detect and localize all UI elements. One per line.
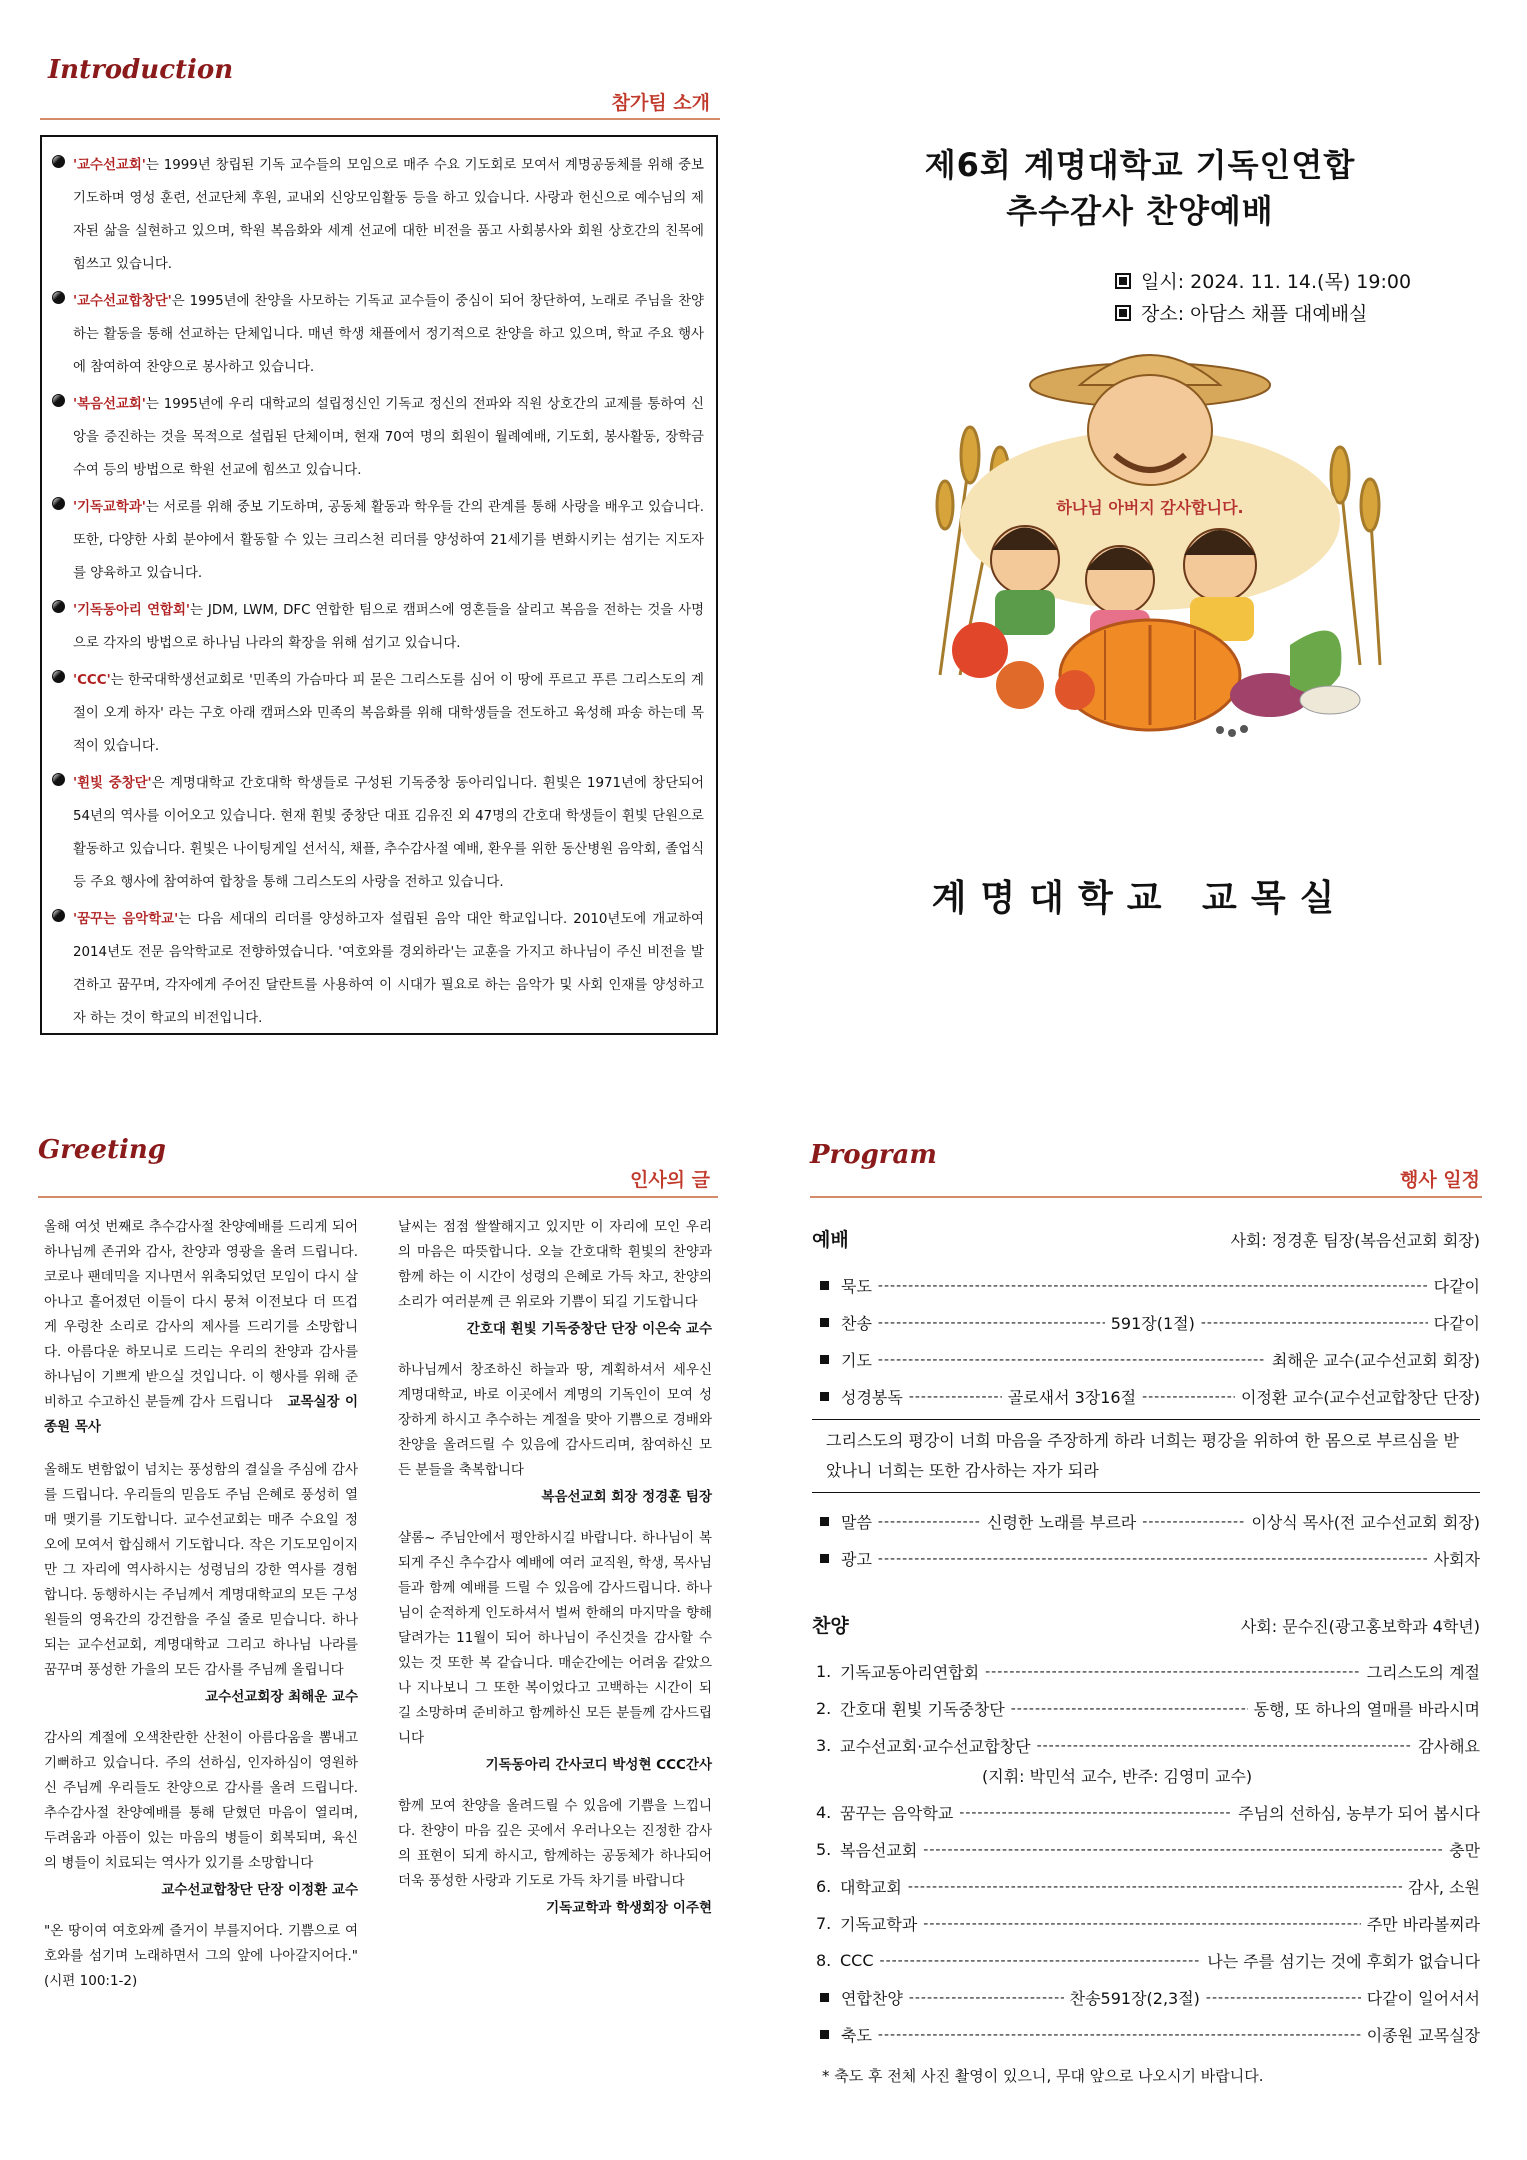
item-number: 7.	[816, 1914, 832, 1933]
greeting-text: "온 땅이여 여호와께 즐거이 부를지어다. 기쁨으로 여호와를 섬기며 노래하면서 그의 앞에 나아갈지어다."(시편 100:1-2)	[44, 1923, 358, 1989]
greeting-signature: 교수선교합창단 단장 이정환 교수	[161, 1882, 358, 1898]
item-label: 대학교회	[840, 1878, 902, 1897]
item-label: 복음선교회	[840, 1841, 918, 1860]
banner-text: 하나님 아버지 감사합니다.	[1056, 498, 1244, 517]
dash-leader	[959, 1805, 1232, 1821]
item-detail: 591장(1절)	[1110, 1314, 1195, 1333]
dash-leader	[985, 1664, 1361, 1680]
program-rule	[810, 1196, 1482, 1198]
greeting-paragraph	[398, 1794, 712, 1894]
intro-item	[52, 767, 704, 899]
intro-team-description: 은 계명대학교 간호대학 학생들로 구성된 기독중창 동아리입니다. 휜빛은 1971년에 창단되어 54년의 역사를 이어오고 있습니다. 현재 휜빛 중창단 대표 김유진 외 47명의 간호대 학생들이 휜빛 단원으로 활동하고 있습니다. 휜빛은 나이팅게일 선서식, 채플, 추수감사절 예배, 환우를 위한 동산병원 음악회, 졸업식 등 주요 행사에 참여하여 합창을 통해 그리스도의 사랑을 전하고 있습니다.	[73, 776, 704, 890]
intro-team-name: '복음선교회'	[73, 397, 146, 412]
item-label: 기독교동아리연합회	[840, 1663, 980, 1682]
dash-leader	[908, 1879, 1402, 1895]
persimmon-icon-2	[1055, 670, 1095, 710]
greeting-paragraph	[44, 1919, 358, 1994]
program-row	[812, 1378, 1480, 1415]
program-row	[812, 1653, 1480, 1690]
item-number: 8.	[816, 1951, 832, 1970]
wheat-right-icon	[1331, 447, 1380, 665]
intro-item	[52, 388, 704, 487]
persimmon-icon	[996, 661, 1044, 709]
intro-team-description: 는 다음 세대의 리더를 양성하고자 설립된 음악 대안 학교입니다. 2010년도에 개교하여 2014년도 전문 음악학교로 전향하였습니다. '여호와를 경외하라'는 교훈을 가지고 하나님이 주신 비전을 발견하고 꿈꾸며, 각자에게 주어진 달란트를 사용하여 이 시대가 필요로 하는 음악가 및 사회 인재를 양성하고자 하는 것이 학교의 비전입니다.	[73, 912, 704, 1026]
item-label: 말씀	[841, 1513, 872, 1532]
cover-title-line1: 제6회 계명대학교 기독인연합	[924, 146, 1356, 184]
square-bullet-icon	[1115, 273, 1131, 289]
item-detail: 찬송591장(2,3절)	[1069, 1989, 1200, 2008]
square-bullet-icon	[820, 2030, 829, 2039]
program-row	[812, 1905, 1480, 1942]
program-row	[812, 1341, 1480, 1378]
item-number: 3.	[816, 1736, 832, 1755]
intro-item-text	[73, 388, 704, 487]
intro-item	[52, 594, 704, 660]
greeting-paragraph	[398, 1215, 712, 1315]
square-bullet-icon	[820, 1993, 829, 2002]
praise-title: 찬양	[812, 1615, 849, 1637]
item-performer: 나는 주를 섬기는 것에 후회가 없습니다	[1207, 1952, 1480, 1971]
intro-team-description: 은 1995년에 찬양을 사모하는 기독교 교수들이 중심이 되어 창단하여, 노래로 주님을 찬양하는 활동을 통해 선교하는 단체입니다. 매년 학생 채플에서 정기적으로 찬양을 하고 있으며, 학교 주요 행사에 참여하여 찬양으로 봉사하고 있습니다.	[73, 294, 704, 375]
greeting-signature: 간호대 휜빛 기독중창단 단장 이은숙 교수	[466, 1321, 712, 1337]
dash-leader	[1201, 1315, 1428, 1331]
circle-bullet-icon	[52, 600, 65, 613]
intro-item-text	[73, 285, 704, 384]
intro-team-name: '교수선교회'	[73, 158, 146, 173]
dash-leader	[1206, 1990, 1361, 2006]
intro-item-text	[73, 903, 704, 1035]
item-detail: 골로새서 3장16절	[1007, 1388, 1137, 1407]
program-schedule	[812, 1225, 1480, 2086]
item-performer: 주만 바라볼찌라	[1366, 1915, 1480, 1934]
greeting-text: 함께 모여 찬양을 올려드릴 수 있음에 기쁨을 느낍니다. 찬양이 마음 깊은 곳에서 우러나오는 진정한 감사의 표현이 되게 하시고, 함께하는 공동체가 하나되어 더욱 풍성한 사랑과 기도로 가득 차기를 바랍니다	[398, 1798, 712, 1889]
praise-header	[812, 1611, 1480, 1653]
worship-header	[812, 1225, 1480, 1267]
cabbage-icon	[1290, 630, 1341, 693]
item-label: CCC	[840, 1951, 874, 1970]
greeting-paragraph	[398, 1526, 712, 1751]
item-label: 꿈꾸는 음악학교	[840, 1804, 954, 1823]
intro-item	[52, 903, 704, 1035]
circle-bullet-icon	[52, 909, 65, 922]
greeting-paragraph	[44, 1215, 358, 1440]
item-performer: 감사해요	[1418, 1737, 1480, 1756]
greeting-right-column	[398, 1215, 712, 1937]
item-label: 기독교학과	[840, 1915, 918, 1934]
program-row	[812, 1503, 1480, 1540]
item-performer: 다같이	[1433, 1314, 1481, 1333]
greeting-text: 하나님께서 창조하신 하늘과 땅, 계획하셔서 세우신 계명대학교, 바로 이곳에서 계명의 기독인이 모여 성장하게 하시고 추수하는 계절을 맞아 기쁨으로 경배와 찬양을 올려드릴 수 있음에 감사드리며, 참여하신 모든 분들을 축복합니다	[398, 1362, 712, 1478]
dash-leader	[923, 1916, 1360, 1932]
introduction-box	[40, 135, 718, 1035]
circle-bullet-icon	[52, 497, 65, 510]
program-row	[812, 1267, 1480, 1304]
intro-team-name: 'CCC'	[73, 673, 111, 688]
item-detail: 신령한 노래를 부르라	[986, 1513, 1137, 1532]
dash-leader	[880, 1953, 1202, 1969]
square-bullet-icon	[820, 1392, 829, 1401]
item-performer: 이종원 교목실장	[1366, 2026, 1480, 2045]
cover-meta	[1115, 266, 1411, 330]
program-footnote: * 축도 후 전체 사진 촬영이 있으니, 무대 앞으로 나오시기 바랍니다.	[822, 2067, 1264, 2085]
greeting-text: 올해 여섯 번째로 추수감사절 찬양예배를 드리게 되어 하나님께 존귀와 감사, 찬양과 영광을 올려 드립니다. 코로나 팬데믹을 지나면서 위축되었던 모임이 다시 살아나고 흩어졌던 이들이 다시 뭉쳐 이전보다 더 뜨겁게 우렁찬 소리로 감사의 제사를 드리기를 소망합니다. 아름다운 하모니로 드리는 우리의 찬양과 감사를 하나님이 기쁘게 받으실 것입니다. 이 행사를 위해 준비하고 수고하신 분들께 감사 드립니다	[44, 1219, 358, 1410]
intro-item	[52, 664, 704, 763]
conductor-note: (지휘: 박민석 교수, 반주: 김영미 교수)	[982, 1767, 1253, 1786]
item-label: 묵도	[841, 1277, 872, 1296]
greeting-text: 샬롬~ 주님안에서 평안하시길 바랍니다. 하나님이 복되게 주신 추수감사 예배에 여러 교직원, 학생, 목사님들과 함께 예배를 드릴 수 있음에 감사드립니다. 하나님이 순적하게 인도하셔서 벌써 한해의 마지막을 향해 달려가는 11월이 되어 하나님이 주신것을 감사할 수 있는 것 또한 복 같습니다. 매순간에는 어려움 같았으나 지나보니 그 또한 복이었다고 고백하는 시간이 되길 소망하며 준비하고 함께하신 모든 분들께 감사드립니다	[398, 1530, 712, 1746]
square-bullet-icon	[820, 1281, 829, 1290]
program-script-title: Program	[810, 1140, 937, 1170]
item-label: 연합찬양	[841, 1989, 903, 2008]
child-right-icon	[1184, 529, 1256, 641]
section-spacer	[812, 1577, 1480, 1611]
greeting-signature: 교수선교회장 최해운 교수	[205, 1689, 358, 1705]
item-number: 2.	[816, 1699, 832, 1718]
item-performer: 이정환 교수(교수선교합창단 단장)	[1240, 1388, 1480, 1407]
circle-bullet-icon	[52, 773, 65, 786]
dash-leader	[1142, 1389, 1235, 1405]
worship-host: 사회: 정경훈 팀장(복음선교회 회장)	[1230, 1231, 1480, 1250]
intro-team-name: '휜빛 중창단'	[73, 776, 152, 791]
greeting-signature: 기독교학과 학생회장 이주현	[546, 1900, 712, 1916]
program-row	[812, 2016, 1480, 2053]
intro-item	[52, 149, 704, 281]
greeting-signature: 복음선교회 회장 정경훈 팀장	[541, 1489, 712, 1505]
program-row	[812, 1540, 1480, 1577]
event-place: 장소: 아담스 채플 대예배실	[1115, 298, 1411, 330]
greeting-paragraph	[44, 1726, 358, 1876]
dash-leader	[923, 1842, 1443, 1858]
program-section-title: 행사 일정	[1399, 1169, 1480, 1191]
program-row	[812, 1831, 1480, 1868]
intro-team-description: 는 한국대학생선교회로 '민족의 가슴마다 피 묻은 그리스도를 심어 이 땅에 푸르고 푸른 그리스도의 계절이 오게 하자' 라는 구호 아래 캠퍼스와 민족의 복음화를 위해 대학생들을 전도하고 육성해 파송 하는데 목적이 있습니다.	[73, 673, 704, 754]
square-bullet-icon	[820, 1517, 829, 1526]
item-label: 교수선교회·교수선교합창단	[840, 1737, 1031, 1756]
event-date: 일시: 2024. 11. 14.(목) 19:00	[1115, 266, 1411, 298]
intro-team-name: '꿈꾸는 음악학교'	[73, 912, 179, 927]
intro-team-description: 는 1999년 창립된 기독 교수들의 모임으로 매주 수요 기도회로 모여서 계명공동체를 위해 중보 기도하며 영성 훈련, 선교단체 후원, 교내외 신앙모임활동 등을 하고 있습니다. 사랑과 헌신으로 예수님의 제자된 삶을 실현하고 있으며, 학원 복음화와 세계 선교에 대한 비전을 품고 사회봉사와 회원 상호간의 친목에 힘쓰고 있습니다.	[73, 158, 704, 272]
item-performer: 사회자	[1433, 1550, 1480, 1569]
intro-item-text	[73, 767, 704, 899]
intro-team-name: '기독교학과'	[73, 500, 146, 515]
item-performer: 동행, 또 하나의 열매를 바라시며	[1253, 1700, 1480, 1719]
greeting-text: 올해도 변함없이 넘치는 풍성함의 결실을 주심에 감사를 드립니다. 우리들의 믿음도 주님 은혜로 풍성히 열매 맺기를 기도합니다. 교수선교회는 매주 수요일 정오에 모여서 합심해서 기도합니다. 작은 기도모임이지만 그 자리에 역사하시는 성령님의 강한 역사를 경험합니다. 동행하시는 주님께서 계명대학교의 모든 구성원들의 영육간의 강건함을 주실 줄로 믿습니다. 하나되는 교수선교회, 계명대학교 그리고 하나님 나라를 꿈꾸며 풍성한 가을의 모든 감사를 주님께 올립니다	[44, 1462, 358, 1678]
item-number: 1.	[816, 1662, 832, 1681]
intro-team-description: 는 서로를 위해 중보 기도하며, 공동체 활동과 학우들 간의 관계를 통해 사랑을 배우고 있습니다. 또한, 다양한 사회 분야에서 활동할 수 있는 크리스천 리더를 양성하여 21세기를 변화시키는 섬기는 지도자를 양육하고 있습니다.	[73, 500, 704, 581]
item-number: 5.	[816, 1840, 832, 1859]
circle-bullet-icon	[52, 394, 65, 407]
item-performer: 다같이 일어서서	[1366, 1989, 1480, 2008]
square-bullet-icon	[1115, 305, 1131, 321]
program-row	[812, 1794, 1480, 1831]
tomato-icon	[952, 622, 1008, 678]
dash-leader	[878, 1551, 1428, 1567]
greeting-text: 날씨는 점점 쌀쌀해지고 있지만 이 자리에 모인 우리의 마음은 따뜻합니다. 오늘 간호대학 휜빛의 찬양과 함께 하는 이 시간이 성령의 은혜로 가득 차고, 찬양의 소리가 여러분께 큰 위로와 기쁨이 되길 기도합니다	[398, 1219, 712, 1310]
item-performer: 충만	[1449, 1841, 1480, 1860]
scripture-verse: 그리스도의 평강이 너희 마음을 주장하게 하라 너희는 평강을 위하여 한 몸으로 부르심을 받았나니 너희는 또한 감사하는 자가 되라	[812, 1419, 1480, 1493]
harvest-illustration	[900, 345, 1400, 765]
cover-title	[800, 142, 1480, 234]
radish-icon	[1300, 686, 1360, 714]
greeting-text: 감사의 계절에 오색찬란한 산천이 아름다움을 뽐내고 기뻐하고 있습니다. 주의 선하심, 인자하심이 영원하신 주님께 우리들도 찬양으로 감사를 올려 드립니다. 추수감사절 찬양예배를 통해 닫혔던 마음이 열리며, 두려움과 아픔이 있는 마음의 병들이 회복되며, 육신의 병들이 치료되는 역사가 있기를 소망합니다	[44, 1730, 358, 1871]
item-label: 찬송	[841, 1314, 872, 1333]
worship-title: 예배	[812, 1229, 849, 1251]
item-performer: 이상식 목사(전 교수선교회 회장)	[1251, 1513, 1480, 1532]
dash-leader	[909, 1990, 1064, 2006]
greeting-signature: 교목실장 이종원 목사	[44, 1394, 359, 1435]
item-performer: 최해운 교수(교수선교회 회장)	[1271, 1351, 1480, 1370]
item-label: 광고	[841, 1550, 872, 1569]
introduction-section-title: 참가팀 소개	[611, 92, 710, 114]
dash-leader	[1011, 1701, 1248, 1717]
intro-item	[52, 491, 704, 590]
dash-leader	[878, 1514, 981, 1530]
greeting-left-column	[44, 1215, 358, 1996]
intro-item-text	[73, 594, 704, 660]
child-left-icon	[991, 526, 1059, 635]
dash-leader	[878, 1315, 1105, 1331]
item-number: 6.	[816, 1877, 832, 1896]
square-bullet-icon	[820, 1355, 829, 1364]
item-performer: 감사, 소원	[1408, 1878, 1480, 1897]
greeting-signature: 기독동아리 간사코디 박성현 CCC간사	[485, 1757, 712, 1773]
intro-item-text	[73, 149, 704, 281]
intro-team-description: 는 1995년에 우리 대학교의 설립정신인 기독교 정신의 전파와 직원 상호간의 교제를 통하여 신앙을 증진하는 것을 목적으로 설립된 단체이며, 현재 70여 명의 회원이 월례예배, 기도회, 봉사활동, 장학금 수여 등의 방법으로 학원 선교에 힘쓰고 있습니다.	[73, 397, 704, 478]
program-row	[812, 1942, 1480, 1979]
intro-item-text	[73, 664, 704, 763]
circle-bullet-icon	[52, 291, 65, 304]
dash-leader	[878, 2027, 1361, 2043]
dash-leader	[878, 1278, 1428, 1294]
greeting-rule	[38, 1196, 718, 1198]
praise-host: 사회: 문수진(광고홍보학과 4학년)	[1240, 1617, 1480, 1636]
dash-leader	[1142, 1514, 1245, 1530]
item-label: 기도	[841, 1351, 872, 1370]
item-label: 성경봉독	[841, 1388, 903, 1407]
program-row	[812, 1979, 1480, 2016]
intro-team-name: '기독동아리 연합회'	[73, 603, 191, 618]
introduction-rule	[40, 118, 720, 120]
item-label: 축도	[841, 2026, 872, 2045]
intro-item	[52, 285, 704, 384]
circle-bullet-icon	[52, 155, 65, 168]
item-performer: 다같이	[1433, 1277, 1480, 1296]
program-row	[812, 1868, 1480, 1905]
intro-team-name: '교수선교합창단'	[73, 294, 172, 309]
introduction-script-title: Introduction	[48, 55, 234, 85]
square-bullet-icon	[820, 1318, 829, 1327]
item-number: 4.	[816, 1803, 832, 1822]
greeting-section-title: 인사의 글	[629, 1169, 710, 1191]
intro-team-description: 는 JDM, LWM, DFC 연합한 팀으로 캠퍼스에 영혼들을 살리고 복음을 전하는 것을 사명으로 각자의 방법으로 하나님 나라의 확장을 위해 섬기고 있습니다.	[73, 603, 704, 651]
greeting-script-title: Greeting	[38, 1135, 166, 1165]
cover-title-line2: 추수감사 찬양예배	[1006, 192, 1274, 230]
dash-leader	[1037, 1738, 1413, 1754]
organizer-name: 계명대학교 교목실	[931, 878, 1349, 919]
program-row	[812, 1727, 1480, 1764]
item-label: 간호대 휜빛 기독중창단	[840, 1700, 1005, 1719]
program-row	[812, 1304, 1480, 1341]
item-performer: 주님의 선하심, 농부가 되어 봅시다	[1238, 1804, 1480, 1823]
greeting-paragraph	[44, 1458, 358, 1683]
program-row	[812, 1690, 1480, 1727]
greeting-paragraph	[398, 1358, 712, 1483]
dash-leader	[909, 1389, 1002, 1405]
circle-bullet-icon	[52, 670, 65, 683]
dash-leader	[878, 1352, 1266, 1368]
intro-item-text	[73, 491, 704, 590]
item-performer: 그리스도의 계절	[1366, 1663, 1480, 1682]
square-bullet-icon	[820, 1554, 829, 1563]
